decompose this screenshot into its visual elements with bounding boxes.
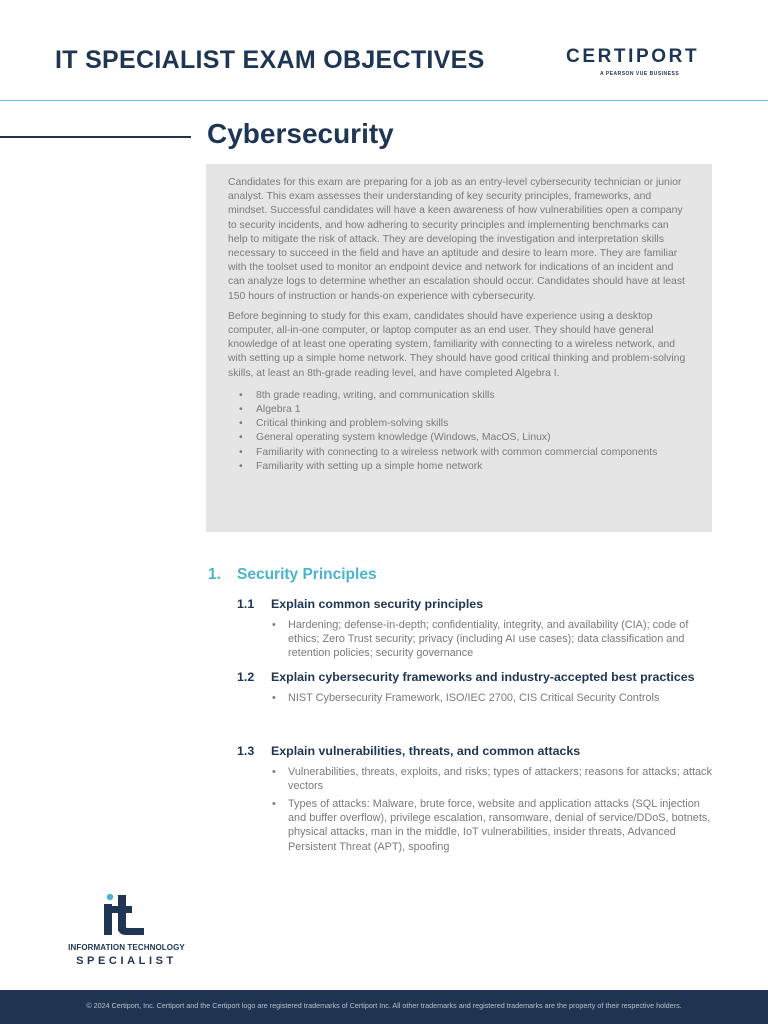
header-title: IT SPECIALIST EXAM OBJECTIVES: [55, 46, 485, 74]
it-logo-line1: INFORMATION TECHNOLOGY: [68, 943, 185, 952]
certiport-logo-icon: [566, 46, 714, 82]
it-mark-icon: [54, 893, 199, 941]
list-item: • Critical thinking and problem-solving skills: [228, 417, 690, 431]
subsection-bullets: [271, 618, 717, 661]
subsection-title: Explain common security principles: [271, 597, 484, 611]
subsection-title: Explain cybersecurity frameworks and industry-accepted best practices: [271, 670, 695, 684]
list-item: • 8th grade reading, writing, and communication skills: [228, 389, 690, 403]
subsection-bullets: [271, 765, 717, 854]
list-item: • Hardening; defense-in-depth; confidentiality, integrity, and availability (CIA); code of ethics; Zero Trust security; privacy (including AI use cases); data classification and retention policies; security governance: [271, 618, 717, 661]
page-title: Cybersecurity: [207, 118, 394, 149]
footer-copyright: © 2024 Certiport, Inc. Certiport and the Certiport logo are registered trademarks of Certiport Inc. All other trademarks and registered trademarks are the property of their respective holders.: [86, 1001, 682, 1010]
list-item: • Algebra 1: [228, 403, 690, 417]
list-item: • Types of attacks: Malware, brute force, website and application attacks (SQL injection and buffer overflow), privilege escalation, ransomware, denial of service/DDoS, botnets, physical attacks, man in the middle, IoT vulnerabilities, insider threats, Advanced Persistent Threat (APT), spoofing: [271, 797, 717, 854]
list-item: • Familiarity with setting up a simple home network: [228, 460, 690, 474]
list-item: • NIST Cybersecurity Framework, ISO/IEC 2700, CIS Critical Security Controls: [271, 691, 717, 705]
subsection-number: 1.3: [237, 744, 255, 758]
subsection-bullets: [271, 691, 717, 705]
it-specialist-logo-icon: [54, 893, 199, 973]
subsection-1-3: [237, 744, 717, 858]
list-item: • General operating system knowledge (Windows, MacOS, Linux): [228, 431, 690, 445]
subsection-1-1: [237, 597, 717, 664]
intro-paragraph: Candidates for this exam are preparing for a job as an entry-level cybersecurity technician or junior analyst. This exam assesses their understanding of key security principles, frameworks, and mindset. Successful candidates will have a keen awareness of how vulnerabilities open a company to security incidents, and how adhering to security principles and implementing benchmarks can help to mitigate the risk of attack. They are developing the investigation and interpretation skills necessary to succeed in the field and have an aptitude and desire to learn more. They are familiar with the toolset used to monitor an endpoint device and network for indications of an incident and can analyze logs to determine whether an escalation should occur. Candidates should have at least 150 hours of instruction or hands-on experience with cybersecurity.: [228, 177, 685, 302]
list-item: • Familiarity with connecting to a wireless network with common commercial components: [228, 446, 690, 460]
intro-panel: [206, 164, 712, 532]
subsection-number: 1.2: [237, 670, 255, 684]
section-number: 1.: [208, 566, 221, 583]
prerequisite-list: [228, 389, 690, 474]
subsection-1-2: [237, 670, 717, 709]
page-footer: [0, 990, 768, 1024]
title-rule: [0, 136, 191, 138]
section-title: Security Principles: [237, 566, 377, 583]
logo-tagline: A PEARSON VUE BUSINESS: [600, 71, 680, 77]
it-logo-line2: SPECIALIST: [76, 955, 177, 967]
subsection-number: 1.1: [237, 597, 255, 611]
page-header: [0, 0, 768, 101]
logo-wordmark: CERTIPORT: [566, 46, 700, 67]
list-item: • Vulnerabilities, threats, exploits, and risks; types of attackers; reasons for attacks; attack vectors: [271, 765, 717, 793]
intro-paragraph: Before beginning to study for this exam, candidates should have experience using a desktop computer, all-in-one computer, or laptop computer as an end user. They should have general knowledge of at least one operating system, familiarity with connecting to a wireless network, and with setting up a simple home network. They should have good critical thinking and problem-solving skills, at least an 8th-grade reading level, and have completed Algebra I.: [228, 310, 686, 379]
subsection-title: Explain vulnerabilities, threats, and common attacks: [271, 744, 581, 758]
